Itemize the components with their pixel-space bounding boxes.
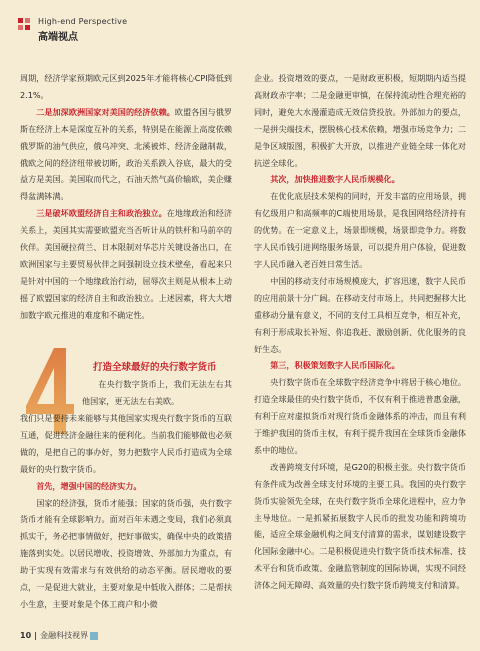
section-4-paragraph-1: 在央行数字货币上，我们无法左右其他国家，更无法左右美欧。: [82, 379, 232, 406]
header-title-cn: 高端视点: [38, 32, 78, 43]
footer-tag-icon: [90, 632, 98, 640]
left-column: [20, 70, 232, 324]
left-heading-5: 首先，增强中国的经济实力。: [36, 480, 142, 491]
left-paragraph-5: 国家的经济强，货币才能强；国家的货币强，央行数字货币才能有全球影响力。面对百年未遇之变局，我们必须真抓实干，务必把事情做好，把好事做实，确保中央的政策措施落到实处。以居民增收、投资增效、外部加力为重点，有助于实现有效需求与有效供给的动态平衡。居民增收的要点，一是促进大就业，主要对象是中低收入群体；二是帮扶小生意，主要对象是个体工商户和小微: [20, 497, 232, 609]
left-heading-3: 三是破坏欧盟经济自主和政治独立。: [36, 208, 167, 219]
right-paragraph-3: 中国的移动支付市场规模庞大，扩容迅速，数字人民币的应用前景十分广阔。在移动支付市场上，共同把握移大比重移动分量有意义，不同的支付工具相互竞争，相互补充，有利于形成取长补短、你追我赶、激励创新、优化服务的良好生态。: [254, 275, 466, 354]
right-heading-4: 第三，积极策划数字人民币国际化。: [270, 360, 400, 371]
left-paragraph-1: 周期，经济学家预期欧元区到2025年才能将核心CPI降低到2.1%。: [20, 73, 232, 100]
left-paragraph-2: [20, 104, 232, 205]
left-body-2: 欧盟各国与俄罗斯在经济上本是深度互补的关系，特别是在能源上高度依赖俄罗斯的油气供应，俄乌冲突、北溪被炸、经济金融制裁，俄欧之间的经济纽带被切断，政治关系跌入谷底，最大的受益方是美国。美国取而代之，石油天然气高价输欧，美企赚得盆满钵满。: [20, 106, 232, 202]
header-title-en: High-end Perspective: [38, 17, 128, 26]
section-4-paragraph-2: 我们只是要持未来能够与其他国家实现央行数字货币的互联互通，促进经济金融往来的便利化。当前我们能够做也必须做的，是把自己的事办好，努力把数字人民币打造成为全球最好的央行数字货币。: [20, 413, 232, 474]
right-heading-2: 其次，加快推进数字人民币规模化。: [270, 174, 400, 185]
left-column-lower: [20, 410, 232, 613]
page-number: 10: [20, 631, 32, 640]
left-heading-5-line: [20, 478, 232, 495]
left-heading-2: 二是加深欧洲国家对美国的经济依赖。: [36, 106, 175, 117]
right-column: [254, 70, 466, 594]
right-paragraph-4: 央行数字货币在全球数字经济竞争中将居于核心地位。打造全球最佳的央行数字货币，不仅有利于推进普惠金融，有利于应对虚拟货币对现行货币金融体系的冲击，而且有利于维护我国的货币主权，有利于提升我国在全球货币金融体系中的地位。: [254, 377, 466, 455]
page-header: [18, 14, 318, 48]
logo-icon: [18, 18, 32, 32]
right-paragraph-2: 在优化底层技术架构的同时，开发丰富的应用场景，拥有亿级用户和高频率的C端使用场景，是我国网络经济持有的优势。在一定意义上，场景即规模，场景即竞争力。将数字人民币钱引进网络服务场景，可以提升用户体验，促进数字人民币融入老百姓日常生活。: [254, 191, 466, 269]
section-4-intro: [82, 376, 232, 410]
right-paragraph-5: 改善跨境支付环境，是G20的积极主张。央行数字货币有条件成为改善全球支付环境的主要工具。我国的央行数字货币实验领先全球，在央行数字货币全球化进程中，应力争主导地位。一是抓紧拓展数字人民币的批发功能和跨境功能，适应全球金融机构之间支付清算的需求，谋划建设数字化国际金融中心。二是积极促进央行数字货币技术标准、技术平台和货币政策、金融监管制度的国际协调，实现不同经济体之间无障碍、高效量的央行数字货币跨境支付和清算。: [254, 461, 466, 591]
section-4-title: 打造全球最好的央行数字货币: [93, 362, 217, 373]
right-paragraph-1: 企业。投资增效的要点，一是财政更积极，短期期内适当提高财政赤字率；二是金融更审慎，在保持流动性合理充裕的同时，避免大水漫灌造成无效信贷投放。外部加力的要点，一是拼尖端技术，摆脱核心技术依赖，增强市场竞争力；二是争区域版图，积极扩大开放，以推进产业链全球一体化对抗逆全球化。: [254, 73, 466, 168]
page-footer: [20, 630, 98, 641]
left-paragraph-3: [20, 205, 232, 323]
journal-name: 金融科技视界: [40, 631, 89, 640]
footer-divider: [35, 632, 36, 640]
left-body-3: 在地缘政治和经济关系上，美国其实需要欧盟充当否听计从的铁杆和马前卒的伙伴。美国硬拉荷兰、日本限制对华芯片关键设备出口，在欧洲国家与主要贸易伙伴之间强制设立技术壁垒，看起来只是针对中国的一个地缘政治行动，屈辱次主则是从根本上动摇了欧盟国家的经济自主和政治独立。上述因素，将大大增加数字欧元推进的难度和不确定性。: [20, 208, 232, 320]
